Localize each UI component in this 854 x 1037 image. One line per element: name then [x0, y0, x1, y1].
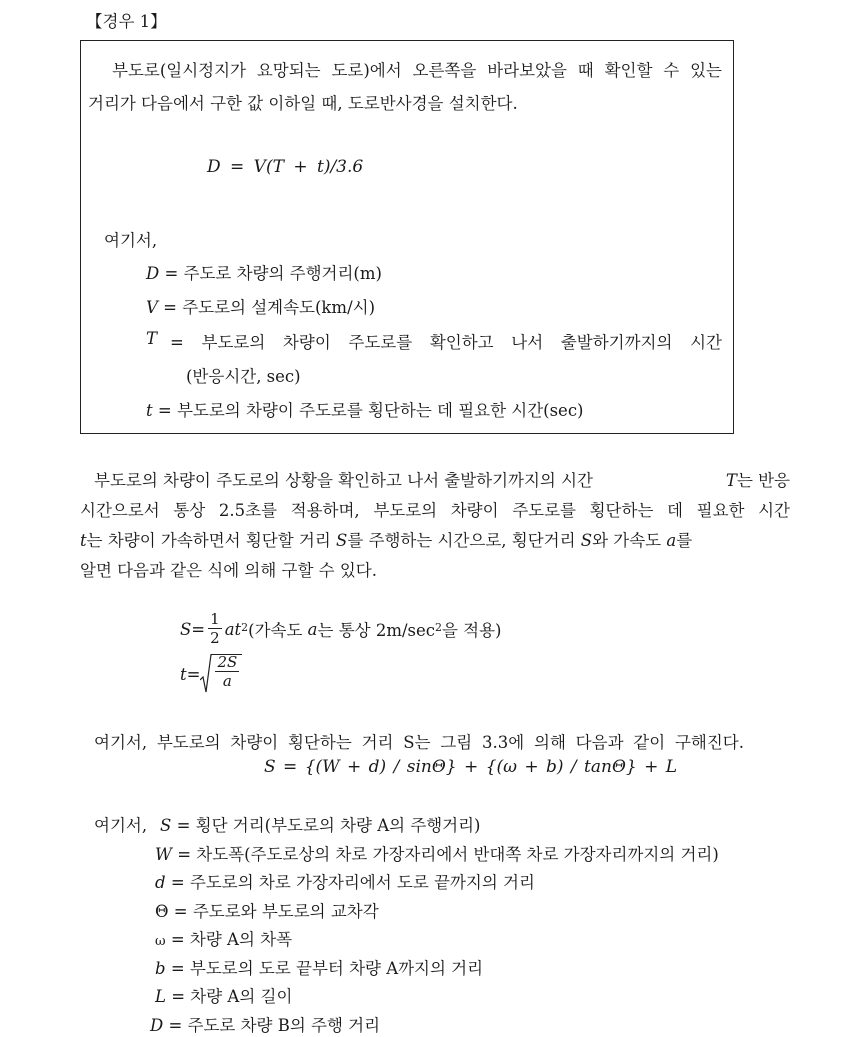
- box-intro-line-1: 부도로(일시정지가 요망되는 도로)에서 오른쪽을 바라보았을 때 확인할 수 있는: [112, 61, 722, 80]
- sqrt-sign: $\frac{2S}{a}$: [200, 654, 242, 694]
- box-intro-line-2: 거리가 다음에서 구한 값 이하일 때, 도로반사경을 설치한다.: [88, 94, 518, 113]
- section2-def-b: b = 부도로의 도로 끝부터 차량 A까지의 거리: [155, 959, 484, 978]
- section2-def-d: d = 주도로의 차로 가장자리에서 도로 끝까지의 거리: [155, 873, 535, 892]
- section2-def-L: L = 차량 A의 길이: [155, 987, 293, 1006]
- section2-def-W: W = 차도폭(주도로상의 차로 가장자리에서 반대쪽 차로 가장자리까지의 거리): [155, 845, 719, 864]
- section2-where-label: 여기서,: [94, 816, 148, 835]
- section2-def-D: D = 주도로 차량 B의 주행 거리: [150, 1016, 381, 1035]
- box-def-D: D = 주도로 차량의 주행거리(m): [146, 264, 382, 283]
- paragraph-line-2: 시간으로서 통상 2.5초를 적용하며, 부도로의 차량이 주도로를 횡단하는 데 필요한 시간: [80, 501, 790, 520]
- section2-def-theta: Θ = 주도로와 부도로의 교차각: [155, 902, 379, 921]
- paragraph-line-1: 부도로의 차량이 주도로의 상황을 확인하고 나서 출발하기까지의 시간 T는 반응: [94, 471, 790, 490]
- equation-S: S= $\frac{1}{2}$ at $^2$ (가속도 a 는 통상 2m/sec $^2$ 을 적용): [180, 610, 502, 647]
- case-label: 【경우 1】: [86, 12, 167, 31]
- equation-t: t= $\frac{2S}{a}$: [180, 654, 242, 694]
- section2-def-S: S = 횡단 거리(부도로의 차량 A의 주행거리): [160, 816, 481, 835]
- paragraph-line-4: 알면 다음과 같은 식에 의해 구할 수 있다.: [80, 561, 377, 580]
- box-where-label: 여기서,: [104, 231, 158, 250]
- section2-intro: 여기서, 부도로의 차량이 횡단하는 거리 S는 그림 3.3에 의해 다음과 같이 구해진다.: [94, 733, 744, 752]
- box-def-V: V = 주도로의 설계속도(km/시): [146, 298, 376, 317]
- section2-formula: S = {(W + d) / sinΘ} + {(ω + b) / tanΘ} + L: [264, 757, 678, 777]
- paragraph-line-3: t는 차량이 가속하면서 횡단할 거리 S를 주행하는 시간으로, 횡단거리 S와 가속도 a를: [80, 531, 693, 550]
- section2-def-omega: ω = 차량 A의 차폭: [155, 930, 293, 949]
- box-def-T-cont: (반응시간, sec): [186, 367, 301, 386]
- box-formula: D = V(T + t)/3.6: [207, 157, 364, 177]
- box-def-T: T = 부도로의 차량이 주도로를 확인하고 나서 출발하기까지의 시간: [146, 329, 722, 352]
- box-def-t: t = 부도로의 차량이 주도로를 횡단하는 데 필요한 시간(sec): [146, 401, 584, 420]
